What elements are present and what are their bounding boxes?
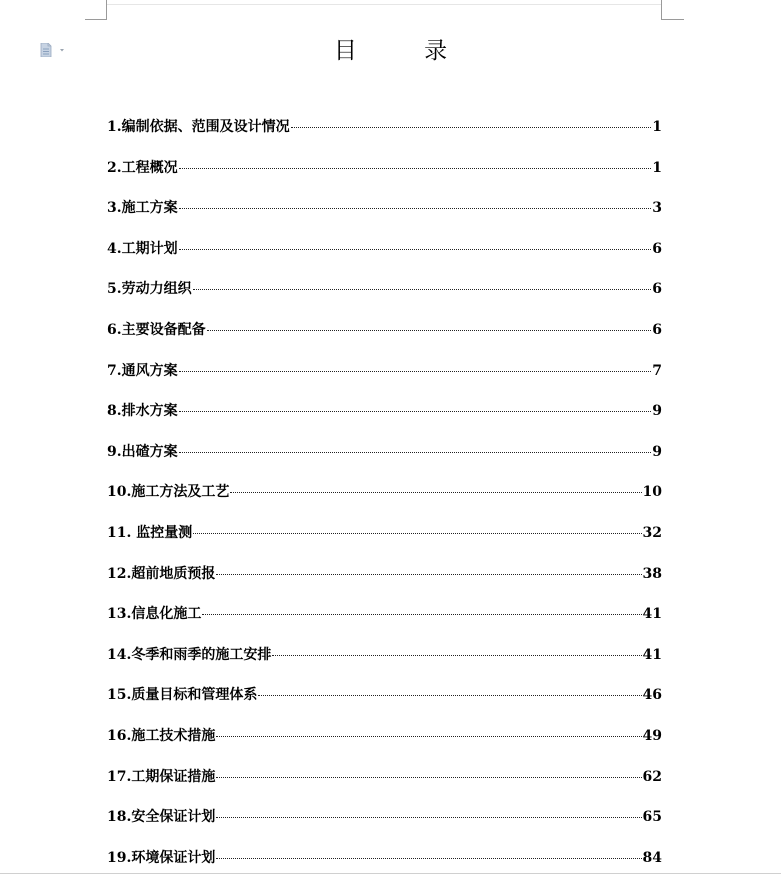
toc-entry-page-number[interactable]: 6 xyxy=(652,240,662,257)
toc-dot-leader xyxy=(179,168,652,169)
toc-dot-leader xyxy=(272,655,641,656)
toc-entry-page-number[interactable]: 9 xyxy=(652,443,662,460)
toc-dot-leader xyxy=(230,492,641,493)
crop-mark-top-left-vertical xyxy=(106,0,107,20)
toc-entry-label[interactable]: 6.主要设备配备 xyxy=(107,321,206,338)
toc-entry[interactable] xyxy=(107,441,662,482)
toc-entry[interactable] xyxy=(107,725,662,766)
toc-entry[interactable] xyxy=(107,563,662,604)
toc-entry-label[interactable]: 4.工期计划 xyxy=(107,240,178,257)
toc-entry-label[interactable]: 5.劳动力组织 xyxy=(107,281,192,298)
toc-entry-page-number[interactable]: 6 xyxy=(652,321,662,338)
page-top-edge xyxy=(107,4,661,5)
toc-dot-leader xyxy=(207,330,652,331)
toc-entry-page-number[interactable]: 46 xyxy=(642,687,662,704)
crop-mark-top-right-vertical xyxy=(661,0,662,20)
toc-entry-label[interactable]: 15.质量目标和管理体系 xyxy=(107,687,258,704)
crop-mark-top-left xyxy=(85,19,107,20)
toc-entry-page-number[interactable]: 84 xyxy=(642,849,662,866)
toc-entry-label[interactable]: 3.施工方案 xyxy=(107,200,178,217)
toc-entry[interactable] xyxy=(107,806,662,847)
toc-entry-label[interactable]: 7.通风方案 xyxy=(107,362,178,379)
toc-entry-label[interactable]: 8.排水方案 xyxy=(107,403,178,420)
toc-entry-page-number[interactable]: 38 xyxy=(642,565,662,582)
toc-entry-page-number[interactable]: 49 xyxy=(642,727,662,744)
toc-dot-leader xyxy=(193,289,652,290)
toc-entry[interactable] xyxy=(107,157,662,198)
toc-entry-page-number[interactable]: 32 xyxy=(642,524,662,541)
toc-entry-page-number[interactable]: 6 xyxy=(652,281,662,298)
toc-entry[interactable] xyxy=(107,847,662,887)
toc-entry[interactable] xyxy=(107,522,662,563)
toc-entry-label[interactable]: 13.信息化施工 xyxy=(107,606,202,623)
toc-dot-leader xyxy=(179,208,652,209)
toc-entry[interactable] xyxy=(107,481,662,522)
toc-entry[interactable] xyxy=(107,603,662,644)
toc-entry-label[interactable]: 2.工程概况 xyxy=(107,159,178,176)
toc-dot-leader xyxy=(179,411,652,412)
page-title: 目 录 xyxy=(333,38,478,64)
toc-entry[interactable] xyxy=(107,644,662,685)
table-of-contents xyxy=(107,116,662,887)
toc-entry-page-number[interactable]: 41 xyxy=(642,646,662,663)
toc-entry-page-number[interactable]: 41 xyxy=(642,606,662,623)
toc-entry-page-number[interactable]: 65 xyxy=(642,809,662,826)
toc-dot-leader xyxy=(216,817,641,818)
toc-entry[interactable] xyxy=(107,684,662,725)
toc-entry-label[interactable]: 11. 监控量测 xyxy=(107,524,193,541)
crop-mark-top-right xyxy=(662,19,684,20)
toc-entry[interactable] xyxy=(107,116,662,157)
toc-dot-leader xyxy=(179,452,652,453)
toc-dot-leader xyxy=(258,695,641,696)
toc-entry[interactable] xyxy=(107,360,662,401)
toc-dot-leader xyxy=(216,574,641,575)
toc-entry-label[interactable]: 12.超前地质预报 xyxy=(107,565,216,582)
toc-entry-page-number[interactable]: 3 xyxy=(652,200,662,217)
toc-entry[interactable] xyxy=(107,197,662,238)
toc-entry-page-number[interactable]: 10 xyxy=(642,484,662,501)
toc-entry-label[interactable]: 17.工期保证措施 xyxy=(107,768,216,785)
toc-entry-label[interactable]: 10.施工方法及工艺 xyxy=(107,484,230,501)
toc-dot-leader xyxy=(202,614,641,615)
toc-dot-leader xyxy=(216,736,641,737)
toc-dot-leader xyxy=(193,533,641,534)
toc-entry-page-number[interactable]: 9 xyxy=(652,403,662,420)
toc-entry-label[interactable]: 19.环境保证计划 xyxy=(107,849,216,866)
toc-entry-page-number[interactable]: 7 xyxy=(652,362,662,379)
toc-dot-leader xyxy=(216,777,641,778)
toc-entry[interactable] xyxy=(107,400,662,441)
toc-entry-label[interactable]: 14.冬季和雨季的施工安排 xyxy=(107,646,272,663)
toc-entry[interactable] xyxy=(107,278,662,319)
toc-entry[interactable] xyxy=(107,319,662,360)
toc-entry[interactable] xyxy=(107,766,662,807)
toc-entry-label[interactable]: 1.编制依据、范围及设计情况 xyxy=(107,119,290,135)
toc-entry[interactable] xyxy=(107,238,662,279)
toc-entry-page-number[interactable]: 62 xyxy=(642,768,662,785)
toc-dot-leader xyxy=(179,249,652,250)
toc-entry-label[interactable]: 16.施工技术措施 xyxy=(107,727,216,744)
toc-entry-page-number[interactable]: 1 xyxy=(652,119,662,135)
toc-dot-leader xyxy=(216,858,641,859)
toc-entry-label[interactable]: 18.安全保证计划 xyxy=(107,809,216,826)
toc-entry-label[interactable]: 9.出碴方案 xyxy=(107,443,178,460)
toc-entry-page-number[interactable]: 1 xyxy=(652,159,662,176)
toc-dot-leader xyxy=(291,127,652,128)
toc-dot-leader xyxy=(179,371,652,372)
